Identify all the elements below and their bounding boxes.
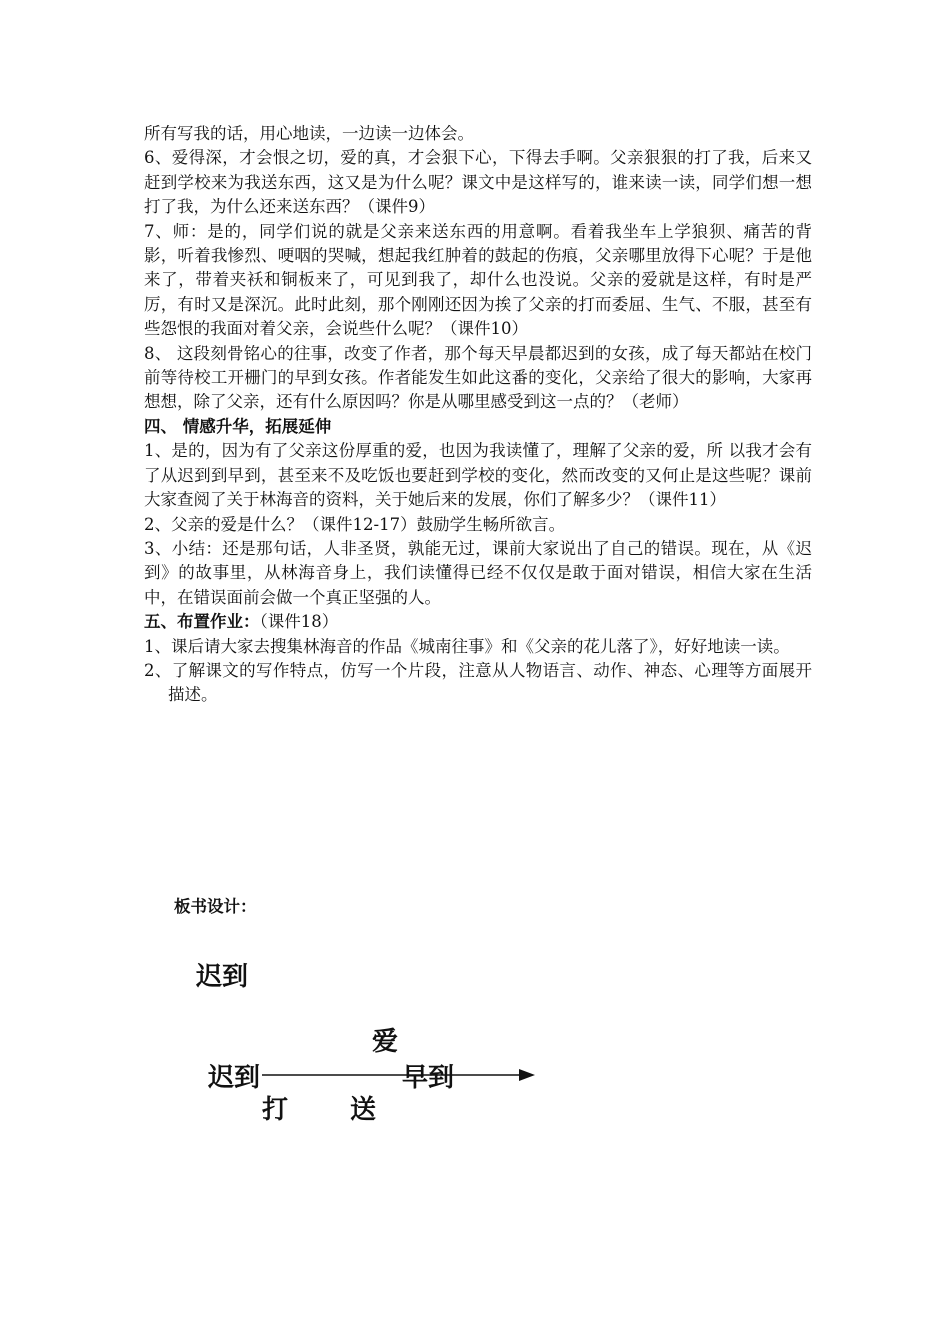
heading-note: （课件18） [259,612,339,632]
list-item: 1、是的，因为有了父亲这份厚重的爱，也因为我读懂了，理解了父亲的爱，所 以我才会有了从迟到到早到，甚至来不及吃饭也要赶到学校的变化，然而改变的又何止是这些呢？课前大家查阅了关于林海音的资料，关于她后来的发展，你们了解多少？（课件11） [144,441,812,510]
section-heading: 五、布置作业： [144,612,260,632]
board-title: 迟到 [196,962,249,992]
board-bottom-left-word: 打 [262,1095,289,1125]
board-left-word: 迟到 [208,1063,261,1093]
paragraph: 8、 这段刻骨铭心的往事，改变了作者，那个每天早晨都迟到的女孩，成了每天都站在校门前等待校工开栅门的早到女孩。作者能发生如此这番的变化，父亲给了很大的影响，大家再想想，除了父亲，还有什么原因吗？你是从哪里感受到这一点的？（老师） [144,343,812,412]
list-item: 2、了解课文的写作特点，仿写一个片段，注意从人物语言、动作、神态、心理等方面展开描述。 [144,660,812,705]
board-right-word: 早到 [402,1063,455,1093]
arrow-head-icon [519,1069,535,1081]
paragraph: 所有写我的话，用心地读，一边读一边体会。 [144,124,474,143]
paragraph: 7、师：是的，同学们说的就是父亲来送东西的用意啊。看着我坐车上学狼狈、痛苦的背影，听着我惨烈、哽咽的哭喊，想起我红肿着的鼓起的伤痕，父亲哪里放得下心呢？于是他来了，带着夹袄和铜板来了，可见到我了，却什么也没说。父亲的爱就是这样，有时是严厉，有时又是深沉。此时此刻，那个刚刚还因为挨了父亲的打而委屈、生气、不服，甚至有些怨恨的我面对着父亲，会说些什么呢？（课件10） [144,221,812,339]
section-heading: 四、 情感升华，拓展延伸 [144,416,332,436]
board-top-word: 爱 [372,1027,399,1057]
list-item: 2、父亲的爱是什么？（课件12-17）鼓励学生畅所欲言。 [144,514,566,534]
board-bottom-mid-word: 送 [350,1095,377,1125]
list-item: 1、课后请大家去搜集林海音的作品《城南往事》和《父亲的花儿落了》，好好地读一读。 [144,636,790,656]
list-item: 3、小结：还是那句话，人非圣贤，孰能无过，课前大家说出了自己的错误。现在，从《迟到》的故事里，从林海音身上，我们读懂得已经不仅仅是敢于面对错误，相信大家在生活中，在错误面前会做一个真正坚强的人。 [144,538,812,607]
board-design-label: 板书设计： [174,897,257,916]
paragraph: 6、爱得深，才会恨之切，爱的真，才会狠下心，下得去手啊。父亲狠狠的打了我，后来又赶到学校来为我送东西，这又是为什么呢？课文中是这样写的，谁来读一读，同学们想一想打了我，为什么还来送东西？（课件9） [144,148,812,217]
